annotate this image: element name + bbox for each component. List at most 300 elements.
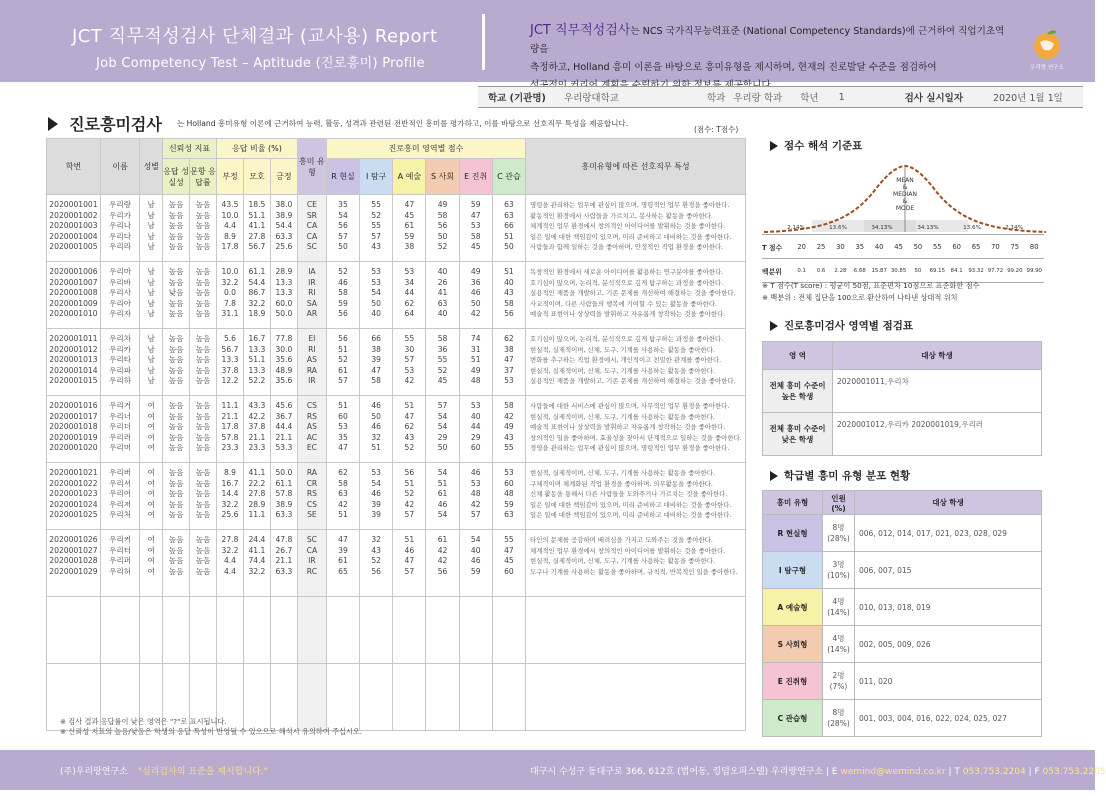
- cell-value: 우리사: [109, 288, 132, 298]
- cell-value: 54.4: [248, 277, 266, 287]
- cell-value: 여: [147, 499, 155, 509]
- cell-value: 21.1: [248, 432, 266, 442]
- cell-value: 우리거: [109, 401, 132, 410]
- cell-value: 62: [504, 334, 514, 343]
- cell-value: 57.8: [275, 489, 293, 499]
- cell-value: 낮음: [168, 288, 184, 298]
- cell-value: 높음: [195, 432, 211, 442]
- cell-value: 2020001004: [49, 231, 98, 241]
- table-row-group: [47, 195, 746, 262]
- cell-value: 10.0: [221, 210, 239, 220]
- triangle-bullet-icon: [48, 117, 58, 131]
- cell-value: 남: [147, 365, 155, 375]
- cell-value: 58: [504, 298, 514, 308]
- cell-value: 2020001020: [49, 443, 98, 453]
- cell-value: 56: [504, 309, 514, 319]
- col-C: C 관습: [492, 159, 525, 195]
- section-description: 는 Holland 흥미유형 이론에 근거하여 능력, 활동, 성격과 관련된 전반적인 흥미를 평가하고, 이를 바탕으로 선호직무 특성을 제공합니다.: [176, 119, 629, 128]
- cell-mid: [243, 530, 270, 597]
- cell-id: [47, 195, 101, 262]
- cell-value: 56: [437, 221, 448, 231]
- report-subtitle: Job Competency Test – Aptitude (진로흥미) Profile: [96, 56, 425, 71]
- cell-value: 여: [147, 468, 155, 477]
- cell-value: 높음: [168, 432, 184, 442]
- col-A: A 예술: [393, 159, 426, 195]
- cell-value: 2020001028: [49, 556, 98, 566]
- dist-row: [763, 552, 1042, 589]
- cell-value: 42: [338, 499, 348, 509]
- cell-value: 우리러: [109, 432, 132, 442]
- cell-value: 실용적인 제품을 개발하고, 기존 문제를 개선하여 해결하는 것을 좋아한다.: [530, 377, 736, 386]
- cell-name: [100, 530, 139, 597]
- cell-r1: [163, 262, 190, 329]
- cell-value: 45: [437, 376, 448, 386]
- cell-mid: [243, 463, 270, 530]
- t-score-cell: 35: [850, 235, 869, 259]
- cell-value: 32.2: [221, 499, 239, 509]
- cell-value: 높음: [168, 411, 184, 421]
- cell-empty: [163, 597, 190, 664]
- header-divider: [482, 14, 485, 70]
- cell-value: 21.1: [275, 432, 293, 442]
- cell-value: 42: [470, 499, 481, 509]
- cell-value: 4.4: [223, 556, 237, 566]
- cell-S: [426, 195, 459, 262]
- t-score-label: T 점수: [762, 235, 792, 259]
- cell-value: 체계적인 업무 환경에서 창의적인 아이디어를 발휘하는 것을 좋아한다.: [530, 222, 726, 231]
- cell-value: 30: [404, 344, 415, 354]
- area-row-high-label: 전체 흥미 수준이 높은 학생: [763, 370, 833, 413]
- cell-value: 61.1: [248, 267, 266, 276]
- cell-value: 37: [504, 365, 514, 375]
- footer-email: wemind@wemind.co.kr: [840, 767, 946, 777]
- cell-value: 우리하: [109, 376, 132, 386]
- cell-value: 38: [504, 344, 514, 354]
- cell-value: 57: [437, 401, 448, 410]
- cell-value: 우리저: [109, 499, 132, 509]
- cell-value: 13.3: [275, 288, 293, 298]
- cell-value: 41.1: [248, 468, 266, 477]
- cell-empty: [526, 664, 746, 731]
- cell-value: 2020001006: [49, 267, 98, 276]
- cell-value: 57.8: [221, 432, 239, 442]
- cell-value: 우리라: [109, 242, 132, 252]
- cell-r2: [190, 195, 217, 262]
- cell-value: 2020001009: [49, 298, 98, 308]
- col-E: E 진취: [459, 159, 492, 195]
- cell-value: 61: [338, 556, 348, 566]
- cell-value: AS: [306, 422, 317, 432]
- cell-value: 54: [437, 411, 448, 421]
- col-negative: 부정: [217, 159, 244, 195]
- curve-label-median: MEDIAN: [893, 191, 917, 198]
- cell-value: 2020001019: [49, 432, 98, 442]
- cell-value: 17.8: [221, 242, 239, 252]
- cell-value: 58: [338, 478, 348, 488]
- dist-count: 2명 (7%): [823, 663, 855, 700]
- results-table: [46, 138, 746, 731]
- cell-value: 42: [404, 376, 415, 386]
- cell-value: 10.0: [221, 267, 239, 276]
- cell-value: 77.8: [275, 334, 293, 343]
- cell-value: 현실적, 실제적이며, 신체, 도구, 기계를 사용하는 활동을 좋아한다.: [530, 469, 715, 477]
- cell-value: 63.3: [275, 231, 293, 241]
- col-ambiguous: 모호: [243, 159, 270, 195]
- cell-value: 11.1: [248, 510, 266, 520]
- cell-value: 50.0: [275, 309, 293, 319]
- cell-value: 40: [371, 309, 382, 319]
- cell-type: [297, 195, 326, 262]
- cell-value: 53.3: [275, 443, 293, 453]
- cell-value: 높음: [168, 355, 184, 365]
- header-bar: [0, 0, 1095, 82]
- cell-value: 16.7: [248, 334, 266, 343]
- cell-value: 51: [504, 267, 514, 276]
- cell-empty: [393, 664, 426, 731]
- cell-value: 높음: [168, 376, 184, 386]
- cell-value: 높음: [168, 344, 184, 354]
- cell-value: 62: [338, 468, 348, 477]
- cell-value: 사람들과 함께 일하는 것을 좋아하며, 안정적인 직업 환경을 좋아한다.: [530, 243, 724, 252]
- cell-value: RS: [306, 411, 317, 421]
- cell-type: [297, 262, 326, 329]
- cell-value: 높음: [168, 422, 184, 432]
- cell-value: 8.9: [223, 231, 237, 241]
- cell-value: 51: [504, 231, 514, 241]
- cell-value: 높음: [195, 499, 211, 509]
- cell-value: 16.7: [221, 478, 239, 488]
- cell-value: 50: [371, 411, 382, 421]
- cell-value: 51.1: [248, 210, 266, 220]
- cell-value: 2020001017: [49, 411, 98, 421]
- cell-value: 58: [504, 401, 514, 410]
- cell-value: 26: [437, 277, 448, 287]
- cell-value: 35: [338, 432, 348, 442]
- col-reliability: 신뢰성 지표: [163, 139, 217, 159]
- cell-value: 18.9: [248, 309, 266, 319]
- cell-value: 47: [504, 545, 514, 555]
- date-label: 검사 실시일자: [904, 93, 963, 104]
- dist-type: A 예술형: [763, 589, 823, 626]
- cell-value: 47: [470, 210, 481, 220]
- dist-row: [763, 626, 1042, 663]
- dist-table-heading: [770, 468, 910, 483]
- cell-A: [393, 396, 426, 463]
- cell-value: 높음: [168, 221, 184, 231]
- cell-value: IR: [308, 376, 316, 386]
- cell-value: 2020001010: [49, 309, 98, 319]
- cell-I: [360, 396, 393, 463]
- cell-value: 구체적이며 체계화된 직업 환경을 좋아하며, 의무활동을 좋아한다.: [530, 479, 713, 488]
- cell-value: 21.1: [275, 556, 293, 566]
- cell-value: 경영을 관리하는 업무에 관심이 많으며, 명령적인 업무 환경을 좋아한다.: [530, 444, 730, 453]
- score-unit-note: (점수: T점수): [694, 125, 739, 134]
- cell-value: AS: [306, 355, 317, 365]
- t-score-cell: 50: [908, 235, 927, 259]
- cell-value: 46: [371, 422, 382, 432]
- percentile-note: ※ 백분위 : 전체 집단을 100으로 환산하여 나타낸 상대적 위치: [762, 293, 958, 302]
- cell-value: 55: [437, 355, 448, 365]
- cell-empty: [360, 597, 393, 664]
- cell-value: 50: [371, 298, 382, 308]
- cell-value: 60.0: [275, 298, 293, 308]
- pct-label: 2.14%: [1005, 225, 1023, 231]
- cell-empty: [393, 597, 426, 664]
- dist-row: [763, 589, 1042, 626]
- cell-pref: [526, 396, 746, 463]
- area-col-students: 대상 학생: [833, 342, 1042, 370]
- cell-value: 남: [147, 221, 155, 231]
- cell-value: RI: [308, 288, 316, 298]
- dist-col-students: 대상 학생: [855, 491, 1042, 515]
- cell-value: 40: [470, 411, 481, 421]
- cell-value: 명령을 관리하는 업무에 관심이 많으며, 명령적인 업무 환경을 좋아한다.: [530, 201, 730, 209]
- footer-contact: 대구시 수성구 동대구로 366, 612호 (범어동, 킹덤오피스텔) 우리랑연구소 | E wemind@wemind.co.kr | T 053.753.2204 | F 053.753.2205: [530, 767, 1106, 777]
- table-row-group: [47, 530, 746, 597]
- cell-value: 도구나 기계를 사용하는 활동을 좋아하며, 규칙적, 반복적인 일을 좋아한다.: [530, 567, 738, 576]
- cell-value: CE: [306, 200, 317, 209]
- cell-I: [360, 195, 393, 262]
- cell-value: 56: [338, 334, 348, 343]
- cell-value: EC: [306, 443, 317, 453]
- area-col-area: 영 역: [763, 342, 833, 370]
- cell-value: 50: [504, 242, 514, 252]
- cell-E: [459, 396, 492, 463]
- cell-value: CS: [306, 499, 317, 509]
- dist-table-title: 학급별 흥미 유형 분포 현황: [784, 470, 911, 482]
- cell-value: 우리랑: [109, 200, 132, 209]
- cell-type: [297, 396, 326, 463]
- col-area-scores: 진로흥미 영역별 점수: [326, 139, 525, 159]
- cell-value: 51: [338, 344, 348, 354]
- cell-value: 42: [404, 499, 415, 509]
- cell-value: 2020001016: [49, 401, 98, 410]
- t-score-cell: 65: [966, 235, 985, 259]
- cell-value: 높음: [168, 210, 184, 220]
- cell-value: 40: [437, 309, 448, 319]
- cell-value: 2020001025: [49, 510, 98, 520]
- cell-pos: [270, 195, 297, 262]
- cell-value: 55: [504, 443, 514, 453]
- cell-r1: [163, 396, 190, 463]
- cell-value: 50: [338, 242, 348, 252]
- cell-value: 높음: [168, 231, 184, 241]
- cell-value: 32.2: [221, 545, 239, 555]
- cell-empty: [297, 597, 326, 664]
- cell-empty: [459, 597, 492, 664]
- cell-value: 높음: [168, 277, 184, 287]
- cell-value: 55: [504, 535, 514, 544]
- cell-C: [492, 463, 525, 530]
- cell-value: 56: [371, 566, 382, 576]
- cell-value: CR: [306, 478, 318, 488]
- dist-type: R 현실형: [763, 515, 823, 552]
- dist-type: E 진취형: [763, 663, 823, 700]
- cell-value: 53: [470, 478, 481, 488]
- t-score-scale-table: [762, 234, 1044, 283]
- cell-I: [360, 329, 393, 396]
- cell-I: [360, 530, 393, 597]
- cell-pos: [270, 262, 297, 329]
- cell-value: 2020001027: [49, 545, 98, 555]
- cell-value: 34: [404, 277, 415, 287]
- curve-label-amp: &: [902, 184, 908, 191]
- cell-value: 59: [470, 566, 481, 576]
- cell-value: 21.1: [221, 411, 239, 421]
- percentile-cell: 99.90: [1025, 259, 1045, 283]
- cell-value: CS: [306, 401, 317, 410]
- t-score-cell: 75: [1005, 235, 1024, 259]
- cell-value: 48: [470, 376, 481, 386]
- cell-value: IA: [308, 267, 316, 276]
- cell-value: 2020001029: [49, 566, 98, 576]
- col-S: S 사회: [426, 159, 459, 195]
- cell-value: 48: [470, 489, 481, 499]
- cell-value: 높음: [195, 566, 211, 576]
- cell-sex: [140, 329, 163, 396]
- cell-value: 56: [338, 221, 348, 231]
- cell-value: 48.9: [275, 365, 293, 375]
- cell-name: [100, 329, 139, 396]
- cell-value: 여: [147, 489, 155, 499]
- cell-value: 우리차: [109, 334, 132, 343]
- cell-value: 74: [470, 334, 481, 343]
- cell-empty: [526, 597, 746, 664]
- cell-neg: [217, 463, 244, 530]
- cell-id: [47, 530, 101, 597]
- cell-id: [47, 396, 101, 463]
- cell-r2: [190, 262, 217, 329]
- cell-value: 53: [504, 468, 514, 477]
- curve-label-mean: MEAN: [896, 177, 914, 184]
- cell-value: 65: [338, 566, 348, 576]
- percentile-cell: 69.15: [928, 259, 947, 283]
- pct-label: 13.6%: [829, 225, 847, 231]
- cell-value: 32: [371, 535, 382, 544]
- cell-value: 높음: [195, 376, 211, 386]
- cell-value: 남: [147, 242, 155, 252]
- cell-value: 60: [338, 411, 348, 421]
- percentile-cell: 30.85: [889, 259, 908, 283]
- percentile-cell: 6.68: [850, 259, 869, 283]
- cell-neg: [217, 530, 244, 597]
- cell-value: 43.5: [221, 200, 239, 209]
- cell-empty: [326, 597, 359, 664]
- cell-A: [393, 530, 426, 597]
- cell-value: 63: [504, 200, 514, 209]
- school-info-bar: [478, 86, 1083, 108]
- cell-value: 47: [504, 355, 514, 365]
- cell-value: 22.2: [248, 478, 266, 488]
- dist-count: 8명 (28%): [823, 515, 855, 552]
- cell-value: SA: [306, 298, 317, 308]
- cell-value: AR: [306, 309, 318, 319]
- cell-value: 61: [437, 489, 448, 499]
- cell-value: 28.9: [248, 499, 266, 509]
- percentile-cell: 0.6: [811, 259, 830, 283]
- cell-value: 신체 활동을 통해서 다른 사람들을 도와주거나 가르치는 것을 좋아한다.: [530, 490, 728, 499]
- table-row-group: [47, 396, 746, 463]
- table-row-group: [47, 463, 746, 530]
- cell-value: 46: [470, 288, 481, 298]
- cell-value: 여: [147, 478, 155, 488]
- cell-value: 남: [147, 355, 155, 365]
- cell-A: [393, 262, 426, 329]
- cell-value: 38: [371, 344, 382, 354]
- cell-value: 47: [338, 535, 348, 544]
- t-score-cell: 40: [870, 235, 889, 259]
- dist-students: 001, 003, 004, 016, 022, 024, 025, 027: [855, 700, 1042, 737]
- cell-value: 여: [147, 556, 155, 566]
- cell-value: RS: [306, 489, 317, 499]
- cell-value: 우리너: [109, 411, 132, 421]
- cell-value: 2020001011: [49, 334, 98, 343]
- cell-value: 27.8: [248, 489, 266, 499]
- desc-line-2: 측정하고, Holland 흥미 이론을 바탕으로 흥미유형을 제시하며, 현재의 진로발달 수준을 점검하여: [530, 62, 937, 73]
- col-rel-rate: 문항 응답률: [190, 159, 217, 195]
- cell-r2: [190, 463, 217, 530]
- cell-value: 47: [404, 411, 415, 421]
- cell-sex: [140, 262, 163, 329]
- cell-value: 46: [404, 545, 415, 555]
- triangle-bullet-icon: [770, 471, 778, 481]
- cell-value: 42: [504, 411, 514, 421]
- footer-bar: [0, 750, 1106, 790]
- cell-value: 높음: [195, 298, 211, 308]
- school-label: 학교 (기관명): [488, 93, 546, 104]
- cell-value: 36: [470, 277, 481, 287]
- cell-value: 43: [371, 545, 382, 555]
- dist-count: 4명 (14%): [823, 626, 855, 663]
- cell-value: 53: [470, 401, 481, 410]
- footer-slogan: "심리검사의 표준을 제시합니다.": [137, 767, 268, 777]
- cell-value: 63.3: [275, 566, 293, 576]
- cell-value: 18.5: [248, 200, 266, 209]
- cell-value: 59: [470, 200, 481, 209]
- percentile-cell: 15.87: [870, 259, 889, 283]
- cell-empty: [100, 597, 139, 664]
- cell-name: [100, 195, 139, 262]
- cell-value: 61: [404, 221, 415, 231]
- cell-E: [459, 530, 492, 597]
- cell-value: 31.1: [221, 309, 239, 319]
- cell-value: RI: [308, 344, 316, 354]
- cell-value: 52: [338, 355, 348, 365]
- cell-value: 51: [404, 535, 415, 544]
- cell-value: 23.3: [221, 443, 239, 453]
- t-score-cell: 55: [928, 235, 947, 259]
- cell-value: 높음: [195, 277, 211, 287]
- cell-value: 38.0: [275, 200, 293, 209]
- cell-value: CA: [306, 221, 318, 231]
- cell-value: 51: [437, 478, 448, 488]
- cell-value: 49: [470, 267, 481, 276]
- cell-value: EI: [308, 334, 316, 343]
- area-row-high-value: 2020001011,우리차: [833, 370, 1042, 413]
- col-preferred-job: 흥미유형에 따른 선호직무 특성: [526, 139, 746, 195]
- cell-value: 57: [470, 510, 481, 520]
- cell-value: 높음: [195, 210, 211, 220]
- cell-value: RA: [306, 468, 317, 477]
- dist-count: 3명 (10%): [823, 552, 855, 589]
- cell-value: 57: [404, 566, 415, 576]
- col-R: R 현실: [326, 159, 359, 195]
- dist-count: 8명 (28%): [823, 700, 855, 737]
- cell-value: 54: [470, 535, 481, 544]
- dept-value: 우리랑 학과: [733, 93, 783, 104]
- cell-sex: [140, 530, 163, 597]
- logo-text: 우리랑 연구소: [1030, 65, 1064, 71]
